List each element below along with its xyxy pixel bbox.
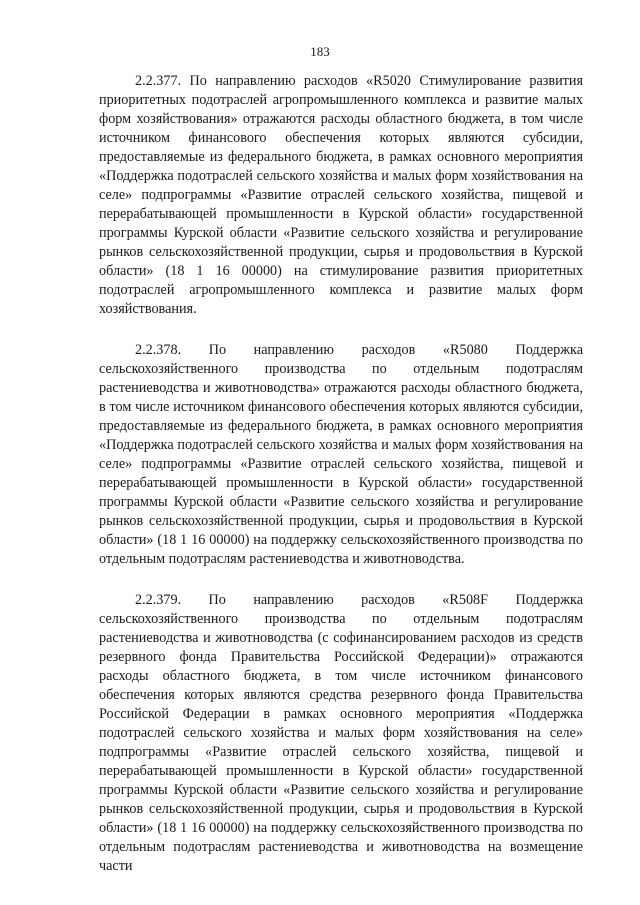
paragraph-2-2-378 [99,341,583,569]
page-number: 183 [310,44,330,59]
paragraph-2-2-377 [99,72,583,319]
paragraph-text: По направлению расходов «R508F Поддержка сельскохозяйственного производства по отдельным подотраслям растениеводства и животноводства (с софинансированием расходов из средств резервного фонда Правительства Российской Федерации)» отражаются расходы областного бюджета, в том числе источником финансового обеспечения которых являются средства резервного фонда Правительства Российской Федерации в рамках основного мероприятия «Поддержка подотраслей сельского хозяйства и малых форм хозяйствования на селе» подпрограммы «Развитие отраслей сельского хозяйства, пищевой и перерабатывающей промышленности в Курской области» государственной программы Курской области «Развитие сельского хозяйства и регулирование рынков сельскохозяйственной продукции, сырья и продовольствия в Курской области» (18 1 16 00000) на поддержку сельскохозяйственного производства по отдельным подотраслям растениеводства и животноводства на возмещение части [99,592,583,874]
paragraph-text: По направлению расходов «R5020 Стимулирование развития приоритетных подотраслей агропромышленного комплекса и развитие малых форм хозяйствования» отражаются расходы областного бюджета, в том числе источником финансового обеспечения которых являются субсидии, предоставляемые из федерального бюджета, в рамках основного мероприятия «Поддержка подотраслей сельского хозяйства и малых форм хозяйствования на селе» подпрограммы «Развитие отраслей сельского хозяйства, пищевой и перерабатывающей промышленности в Курской области» государственной программы Курской области «Развитие сельского хозяйства и регулирование рынков сельскохозяйственной продукции, сырья и продовольствия в Курской области» (18 1 16 00000) на стимулирование развития приоритетных подотраслей агропромышленного комплекса и развитие малых форм хозяйствования. [99,73,583,317]
paragraph-text: По направлению расходов «R5080 Поддержка сельскохозяйственного производства по отдельным подотраслям растениеводства и животноводства» отражаются расходы областного бюджета, в том числе источником финансового обеспечения которых являются субсидии, предоставляемые из федерального бюджета, в рамках основного мероприятия «Поддержка подотраслей сельского хозяйства и малых форм хозяйствования на селе» подпрограммы «Развитие отраслей сельского хозяйства, пищевой и перерабатывающей промышленности в Курской области» государственной программы Курской области «Развитие сельского хозяйства и регулирование рынков сельскохозяйственной продукции, сырья и продовольствия в Курской области» (18 1 16 00000) на поддержку сельскохозяйственного производства по отдельным подотраслям растениеводства и животноводства. [99,342,583,567]
paragraph-number: 2.2.377. [135,73,182,89]
paragraph-number: 2.2.378. [135,342,182,358]
paragraph-number: 2.2.379. [135,592,182,608]
document-body [99,72,583,898]
paragraph-2-2-379 [99,591,583,876]
